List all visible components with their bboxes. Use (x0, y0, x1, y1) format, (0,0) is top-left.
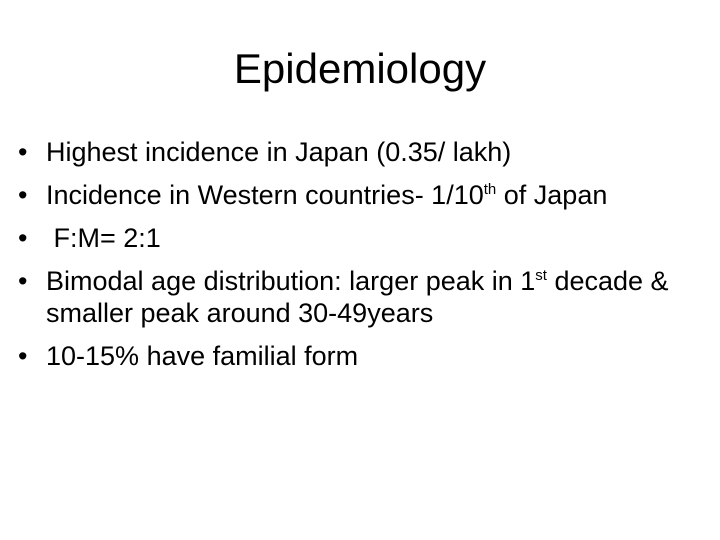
bullet-text: Highest incidence in Japan (0.35/ lakh) (46, 137, 512, 167)
bullet-list (18, 136, 698, 383)
bullet-text-continued: decade & smaller peak around 30-49years (46, 266, 669, 328)
bullet-icon: • (18, 341, 28, 371)
bullet-item-2 (18, 179, 698, 211)
bullet-icon: • (18, 266, 28, 296)
bullet-text-continued: of Japan (496, 180, 608, 210)
bullet-text: Incidence in Western countries- 1/10 (46, 180, 484, 210)
bullet-text: F:M= 2:1 (46, 223, 161, 253)
bullet-item-4 (18, 265, 698, 329)
bullet-icon: • (18, 180, 28, 210)
slide-title: Epidemiology (233, 45, 487, 92)
bullet-icon: • (18, 137, 28, 167)
bullet-item-1 (18, 136, 698, 168)
bullet-icon: • (18, 223, 28, 253)
bullet-item-5 (18, 340, 698, 372)
bullet-item-3 (18, 222, 698, 254)
bullet-text: Bimodal age distribution: larger peak in 1 (46, 266, 536, 296)
bullet-text: 10-15% have familial form (46, 341, 359, 371)
superscript: st (535, 267, 547, 284)
superscript: th (483, 181, 497, 198)
